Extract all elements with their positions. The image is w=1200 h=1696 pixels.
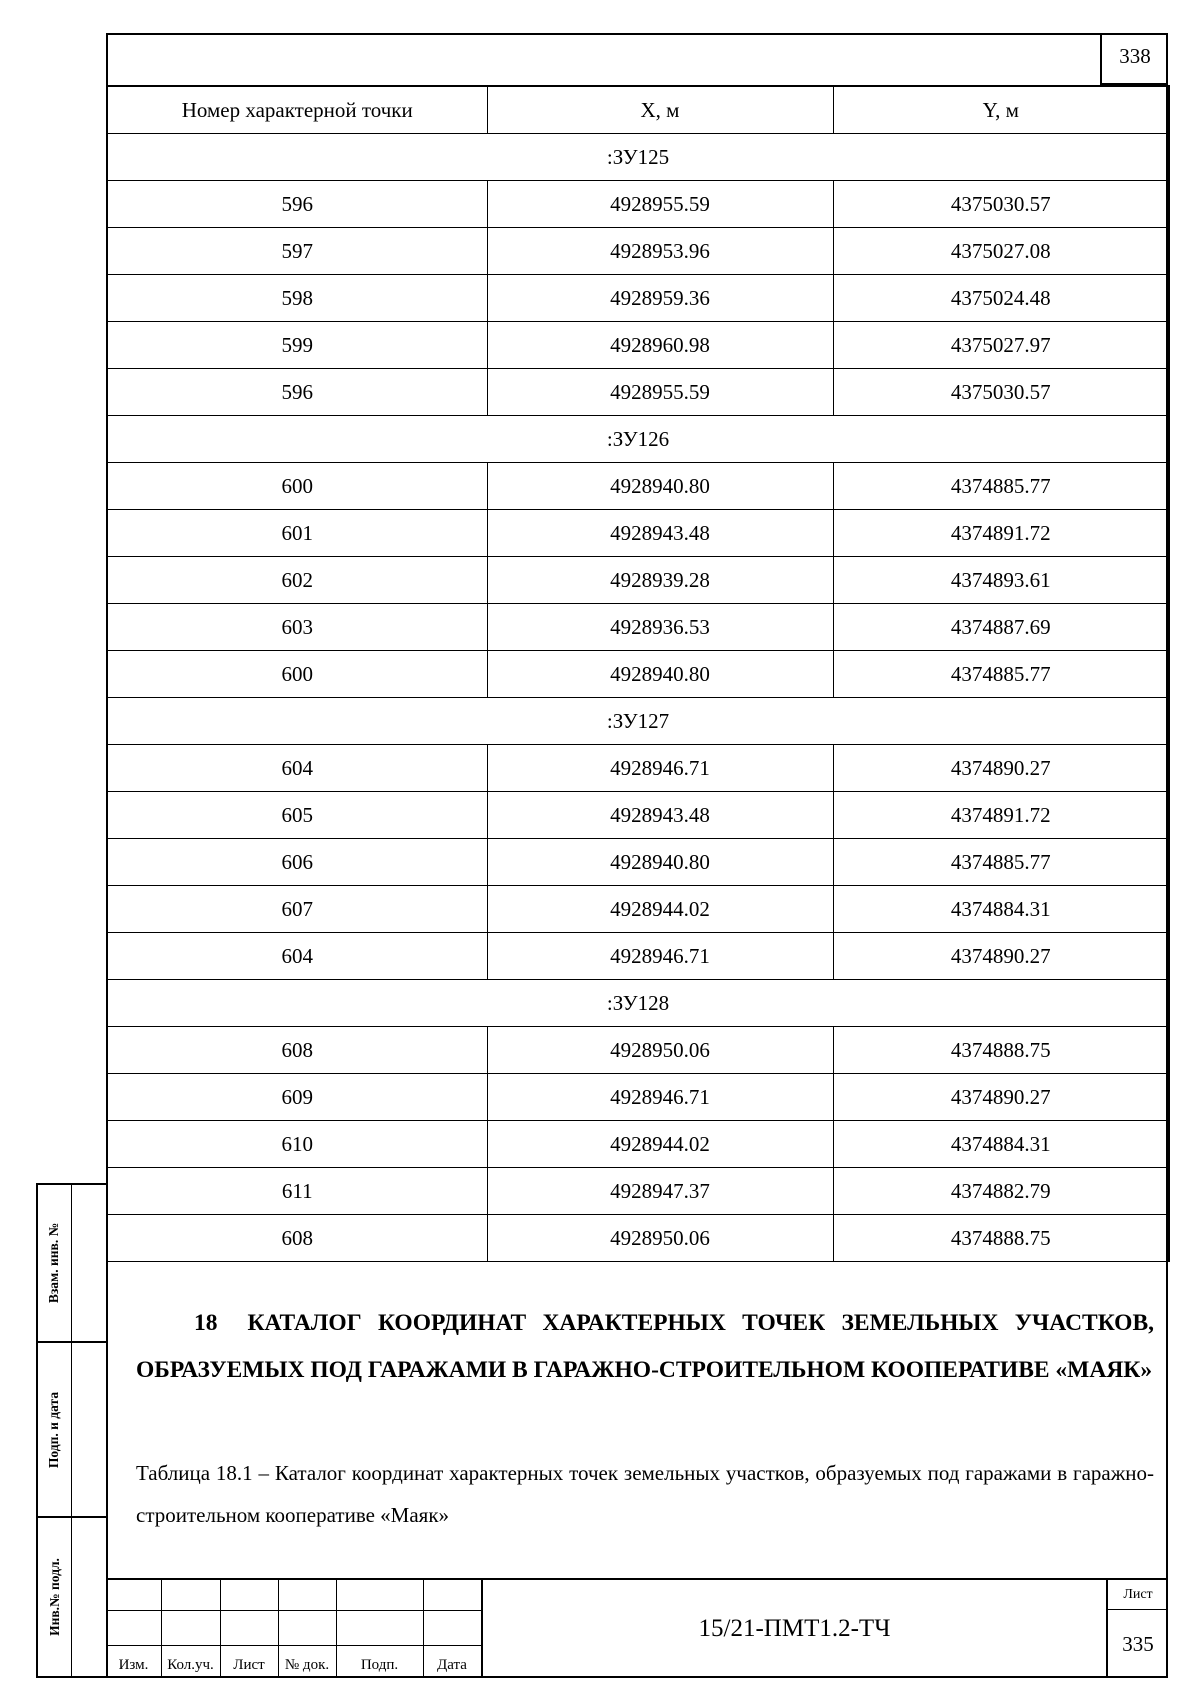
- point-number-cell: 600: [107, 651, 487, 698]
- table-body: [107, 134, 1169, 1262]
- x-cell: 4928943.48: [487, 510, 833, 557]
- x-cell: 4928946.71: [487, 1074, 833, 1121]
- x-cell: 4928946.71: [487, 745, 833, 792]
- point-number-cell: 607: [107, 886, 487, 933]
- point-number-cell: 603: [107, 604, 487, 651]
- x-cell: 4928940.80: [487, 651, 833, 698]
- point-number-cell: 608: [107, 1215, 487, 1262]
- col-podp: Подп.: [360, 1657, 399, 1673]
- x-cell: 4928940.80: [487, 463, 833, 510]
- table-row: [107, 1215, 1169, 1262]
- table-row: [107, 181, 1169, 228]
- point-number-cell: 604: [107, 933, 487, 980]
- y-cell: 4374887.69: [833, 604, 1169, 651]
- point-number-cell: 600: [107, 463, 487, 510]
- stamp-podp-cell: [36, 1341, 106, 1518]
- table-row: [107, 1027, 1169, 1074]
- y-cell: 4374888.75: [833, 1215, 1169, 1262]
- point-number-cell: 597: [107, 228, 487, 275]
- sheet-label: Лист: [1108, 1580, 1168, 1610]
- x-cell: 4928955.59: [487, 369, 833, 416]
- y-cell: 4374891.72: [833, 510, 1169, 557]
- table-row: [107, 651, 1169, 698]
- x-cell: 4928944.02: [487, 886, 833, 933]
- table-row: [107, 322, 1169, 369]
- top-page-number: 338: [1100, 33, 1168, 85]
- col-data: Дата: [437, 1657, 467, 1673]
- point-number-cell: 598: [107, 275, 487, 322]
- col-izm: Изм.: [118, 1657, 149, 1673]
- table-row: [107, 369, 1169, 416]
- group-label: :ЗУ128: [107, 980, 1169, 1027]
- sheet-number: 335: [1122, 1632, 1154, 1656]
- table-caption: Таблица 18.1 – Каталог координат характерных точек земельных участков, образуемых под гаражами в гаражно-строительном кооперативе «Маяк»: [136, 1461, 1154, 1527]
- stamp-inv-cell: [36, 1516, 106, 1678]
- group-row: [107, 416, 1169, 463]
- table-row: [107, 1121, 1169, 1168]
- sheet-box: [1106, 1580, 1168, 1678]
- table-row: [107, 886, 1169, 933]
- table-row: [107, 604, 1169, 651]
- table-row: [107, 1074, 1169, 1121]
- header-x: X, м: [487, 86, 833, 134]
- point-number-cell: 596: [107, 369, 487, 416]
- x-cell: 4928944.02: [487, 1121, 833, 1168]
- y-cell: 4374885.77: [833, 651, 1169, 698]
- x-cell: 4928940.80: [487, 839, 833, 886]
- point-number-cell: 599: [107, 322, 487, 369]
- y-cell: 4375024.48: [833, 275, 1169, 322]
- table-row: [107, 228, 1169, 275]
- x-cell: 4928960.98: [487, 322, 833, 369]
- x-cell: 4928950.06: [487, 1027, 833, 1074]
- point-number-cell: 601: [107, 510, 487, 557]
- group-label: :ЗУ126: [107, 416, 1169, 463]
- y-cell: 4374884.31: [833, 1121, 1169, 1168]
- header-y: Y, м: [833, 86, 1169, 134]
- table-row: [107, 933, 1169, 980]
- y-cell: 4374890.27: [833, 1074, 1169, 1121]
- col-kol-uch: Кол.уч.: [167, 1657, 214, 1673]
- x-cell: 4928946.71: [487, 933, 833, 980]
- y-cell: 4375027.97: [833, 322, 1169, 369]
- document-code: 15/21-ПМТ1.2-ТЧ: [481, 1580, 1106, 1678]
- coordinate-table: [106, 85, 1170, 1262]
- group-row: [107, 134, 1169, 181]
- table-row: [107, 463, 1169, 510]
- y-cell: 4374888.75: [833, 1027, 1169, 1074]
- y-cell: 4374882.79: [833, 1168, 1169, 1215]
- point-number-cell: 610: [107, 1121, 487, 1168]
- table-header-row: [107, 86, 1169, 134]
- point-number-cell: 606: [107, 839, 487, 886]
- section-number: 18: [194, 1310, 218, 1336]
- section-title: КАТАЛОГ КООРДИНАТ ХАРАКТЕРНЫХ ТОЧЕК ЗЕМЕЛЬНЫХ УЧАСТКОВ, ОБРАЗУЕМЫХ ПОД ГАРАЖАМИ В ГАРАЖНО-СТРОИТЕЛЬНОМ КООПЕРАТИВЕ «МАЯК»: [136, 1310, 1154, 1383]
- stamp-inv-label: Инв.№ подл.: [46, 1558, 62, 1636]
- table-row: [107, 745, 1169, 792]
- table-row: [107, 1168, 1169, 1215]
- stamp-vzam-cell: [36, 1183, 106, 1343]
- col-doc-number: № док.: [284, 1657, 330, 1673]
- y-cell: 4375030.57: [833, 181, 1169, 228]
- side-stamp: [36, 1183, 106, 1678]
- y-cell: 4374891.72: [833, 792, 1169, 839]
- group-row: [107, 698, 1169, 745]
- x-cell: 4928955.59: [487, 181, 833, 228]
- y-cell: 4374884.31: [833, 886, 1169, 933]
- stamp-vzam-label: Взам. инв. №: [46, 1222, 62, 1304]
- point-number-cell: 596: [107, 181, 487, 228]
- group-label: :ЗУ125: [107, 134, 1169, 181]
- y-cell: 4375027.08: [833, 228, 1169, 275]
- group-label: :ЗУ127: [107, 698, 1169, 745]
- table-row: [107, 792, 1169, 839]
- y-cell: 4375030.57: [833, 369, 1169, 416]
- table-row: [107, 557, 1169, 604]
- y-cell: 4374885.77: [833, 463, 1169, 510]
- point-number-cell: 609: [107, 1074, 487, 1121]
- x-cell: 4928939.28: [487, 557, 833, 604]
- stamp-podp-label: Подп. и дата: [46, 1391, 62, 1468]
- group-row: [107, 980, 1169, 1027]
- x-cell: 4928959.36: [487, 275, 833, 322]
- x-cell: 4928953.96: [487, 228, 833, 275]
- x-cell: 4928943.48: [487, 792, 833, 839]
- title-block-grid: [106, 1580, 481, 1678]
- point-number-cell: 602: [107, 557, 487, 604]
- point-number-cell: 611: [107, 1168, 487, 1215]
- title-block: [106, 1578, 1168, 1678]
- x-cell: 4928950.06: [487, 1215, 833, 1262]
- table-row: [107, 510, 1169, 557]
- y-cell: 4374890.27: [833, 933, 1169, 980]
- col-list: Лист: [233, 1657, 265, 1673]
- header-point-number: Номер характерной точки: [107, 86, 487, 134]
- section-heading: [136, 1300, 1154, 1394]
- y-cell: 4374885.77: [833, 839, 1169, 886]
- table-row: [107, 839, 1169, 886]
- x-cell: 4928936.53: [487, 604, 833, 651]
- y-cell: 4374893.61: [833, 557, 1169, 604]
- y-cell: 4374890.27: [833, 745, 1169, 792]
- x-cell: 4928947.37: [487, 1168, 833, 1215]
- point-number-cell: 608: [107, 1027, 487, 1074]
- table-row: [107, 275, 1169, 322]
- point-number-cell: 604: [107, 745, 487, 792]
- point-number-cell: 605: [107, 792, 487, 839]
